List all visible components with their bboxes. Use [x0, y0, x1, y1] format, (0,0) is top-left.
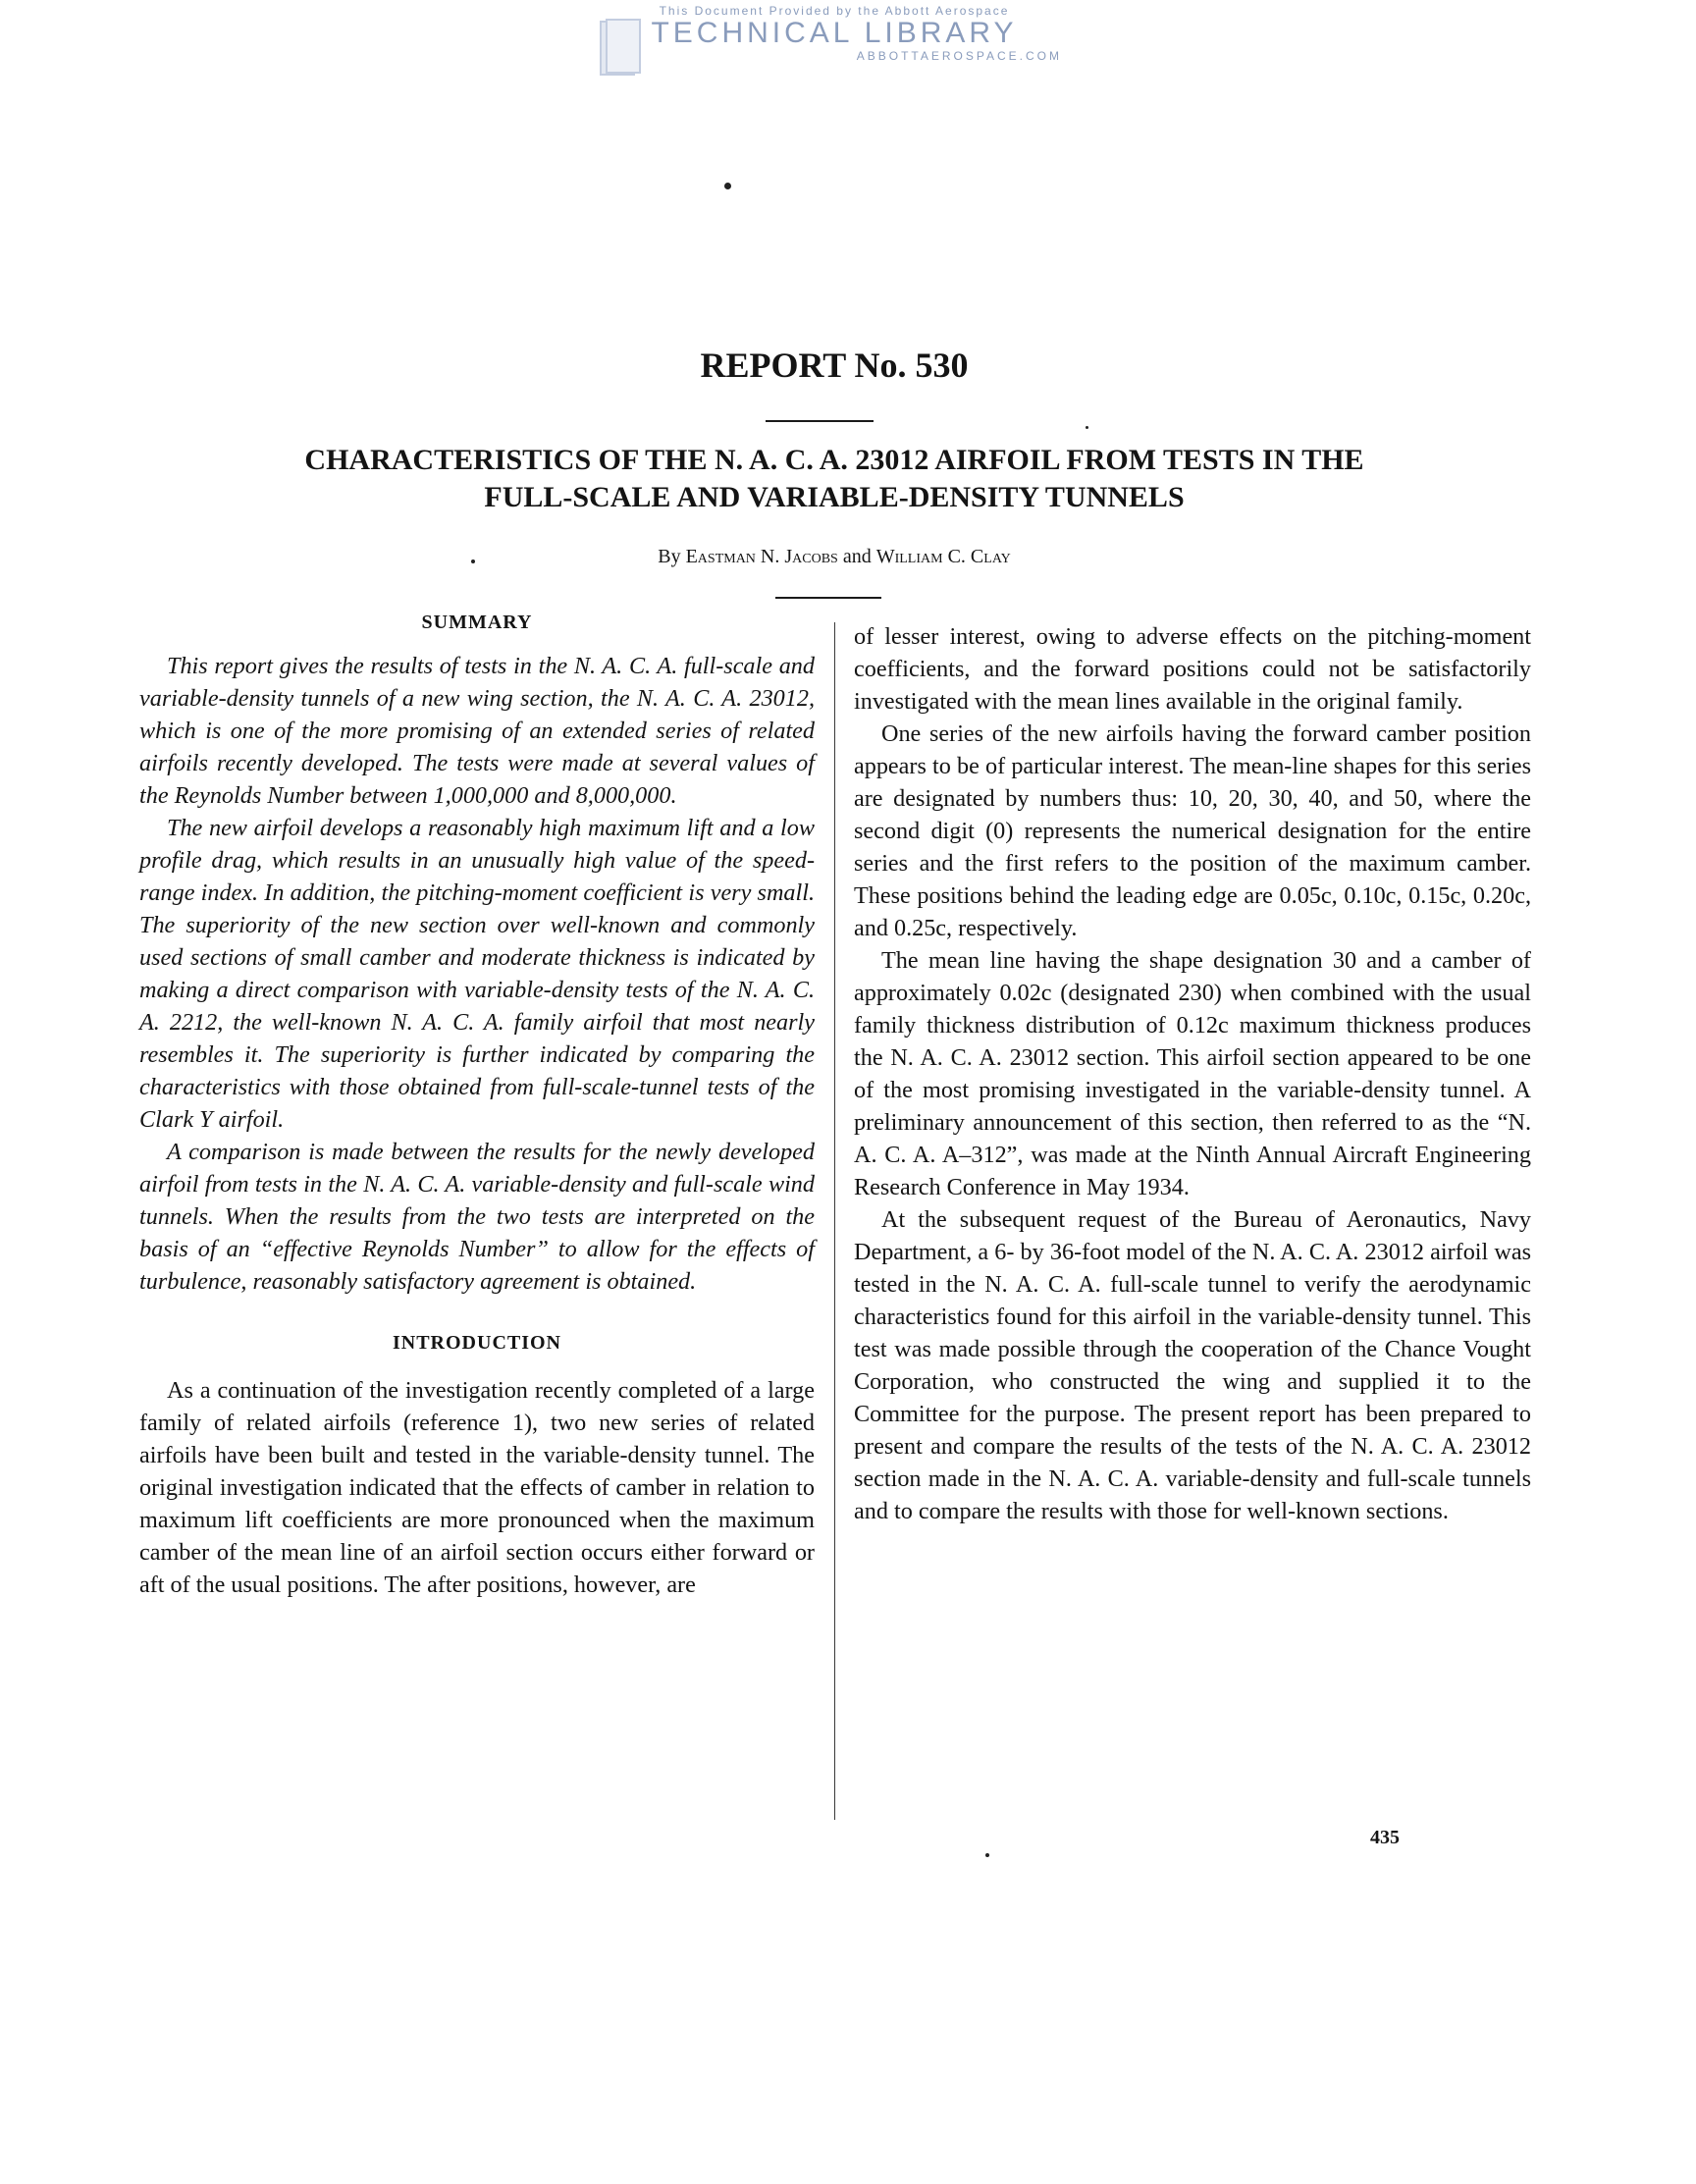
header-rule-top [766, 420, 874, 422]
watermark-provider-text: This Document Provided by the Abbott Aerospace [659, 4, 1010, 18]
introduction-paragraph: The mean line having the shape designation 30 and a camber of approximately 0.02c (designated 230) when combined with the usual family thickness distribution of 0.12c maximum thickness produces the N. A. C. A. 23012 section. This airfoil section appeared to be one of the most promising investigated in the variable-density tunnel. A preliminary announcement of this section, then referred to as the “N. A. C. A. A–312”, was made at the Ninth Annual Aircraft Engineering Research Conference in May 1934. [854, 947, 1531, 1200]
summary-heading: SUMMARY [421, 612, 533, 633]
watermark-url: ABBOTTAEROSPACE.COM [856, 49, 1062, 63]
introduction-paragraph-continued: of lesser interest, owing to adverse effects on the pitching-moment coefficients, and the forward positions could not be satisfactorily investigated with the mean lines available in the original family. [854, 623, 1531, 715]
header-rule-bottom [775, 597, 881, 599]
introduction-heading: INTRODUCTION [392, 1332, 562, 1354]
byline-and: and [842, 546, 872, 567]
report-number: REPORT No. 530 [700, 346, 969, 385]
report-title-line-1: CHARACTERISTICS OF THE N. A. C. A. 23012 AIRFOIL FROM TESTS IN THE [304, 444, 1364, 476]
introduction-paragraph: As a continuation of the investigation recently completed of a large family of related airfoils (reference 1), two new series of related airfoils have been built and tested in the variable-density tunnel. The original investigation indicated that the effects of camber in relation to maximum lift coefficients are more pronounced when the maximum camber of the mean line of an airfoil section occurs either forward or aft of the usual positions. The after positions, however, are [139, 1377, 815, 1598]
introduction-paragraph: At the subsequent request of the Bureau of Aeronautics, Navy Department, a 6- by 36-foot model of the N. A. C. A. 23012 airfoil was tested in the N. A. C. A. full-scale tunnel to verify the aerodynamic characteristics found for this airfoil in the variable-density tunnel. This test was made possible through the cooperation of the Chance Vought Corporation, who constructed the wing and supplied it to the Committee for the purpose. The present report has been prepared to present and compare the results of the tests of the N. A. C. A. 23012 section made in the N. A. C. A. variable-density and full-scale tunnels and to compare the results with those for well-known sections. [854, 1206, 1531, 1524]
introduction-paragraph: One series of the new airfoils having the forward camber position appears to be of particular interest. The mean-line shapes for this series are designated by numbers thus: 10, 20, 30, 40, and 50, where the second digit (0) represents the numerical designation for the entire series and the first refers to the position of the maximum camber. These positions behind the leading edge are 0.05c, 0.10c, 0.15c, 0.20c, and 0.25c, respectively. [854, 720, 1531, 941]
column-divider [834, 622, 835, 1820]
summary-paragraph: The new airfoil develops a reasonably high maximum lift and a low profile drag, which results in an unusually high value of the speed-range index. In addition, the pitching-moment coefficient is very small. The superiority of the new section over well-known and commonly used sections of small camber and moderate thickness is indicated by making a direct comparison with variable-density tests of the N. A. C. A. 2212, the well-known N. A. C. A. family airfoil that most nearly resembles it. The superiority is further indicated by comparing the characteristics with those obtained from full-scale-tunnel tests of the Clark Y airfoil. [139, 815, 815, 1133]
print-speck [985, 1853, 989, 1857]
watermark [599, 4, 1070, 75]
left-column [139, 609, 815, 1601]
watermark-library-title: TECHNICAL LIBRARY [651, 17, 1018, 49]
print-speck [1086, 426, 1088, 429]
print-speck [724, 183, 731, 189]
byline-prefix: By [658, 546, 681, 567]
author-name: William C. Clay [875, 546, 1011, 567]
author-name: Eastman N. Jacobs [685, 546, 838, 567]
right-column [854, 620, 1531, 1527]
summary-paragraph: This report gives the results of tests in the N. A. C. A. full-scale and variable-density tunnels of a new wing section, the N. A. C. A. 23012, which is one of the more promising of an extended series of related airfoils recently developed. The tests were made at several values of the Reynolds Number between 1,000,000 and 8,000,000. [139, 653, 815, 809]
report-title-line-2: FULL-SCALE AND VARIABLE-DENSITY TUNNELS [484, 481, 1185, 513]
summary-paragraph: A comparison is made between the results for the newly developed airfoil from tests in the N. A. C. A. variable-density and full-scale wind tunnels. When the results from the two tests are interpreted on the basis of an “effective Reynolds Number” to allow for the effects of turbulence, reasonably satisfactory agreement is obtained. [139, 1139, 815, 1295]
report-title [0, 442, 1669, 516]
byline [0, 544, 1669, 569]
page-number: 435 [1370, 1827, 1400, 1848]
book-icon [599, 18, 642, 79]
